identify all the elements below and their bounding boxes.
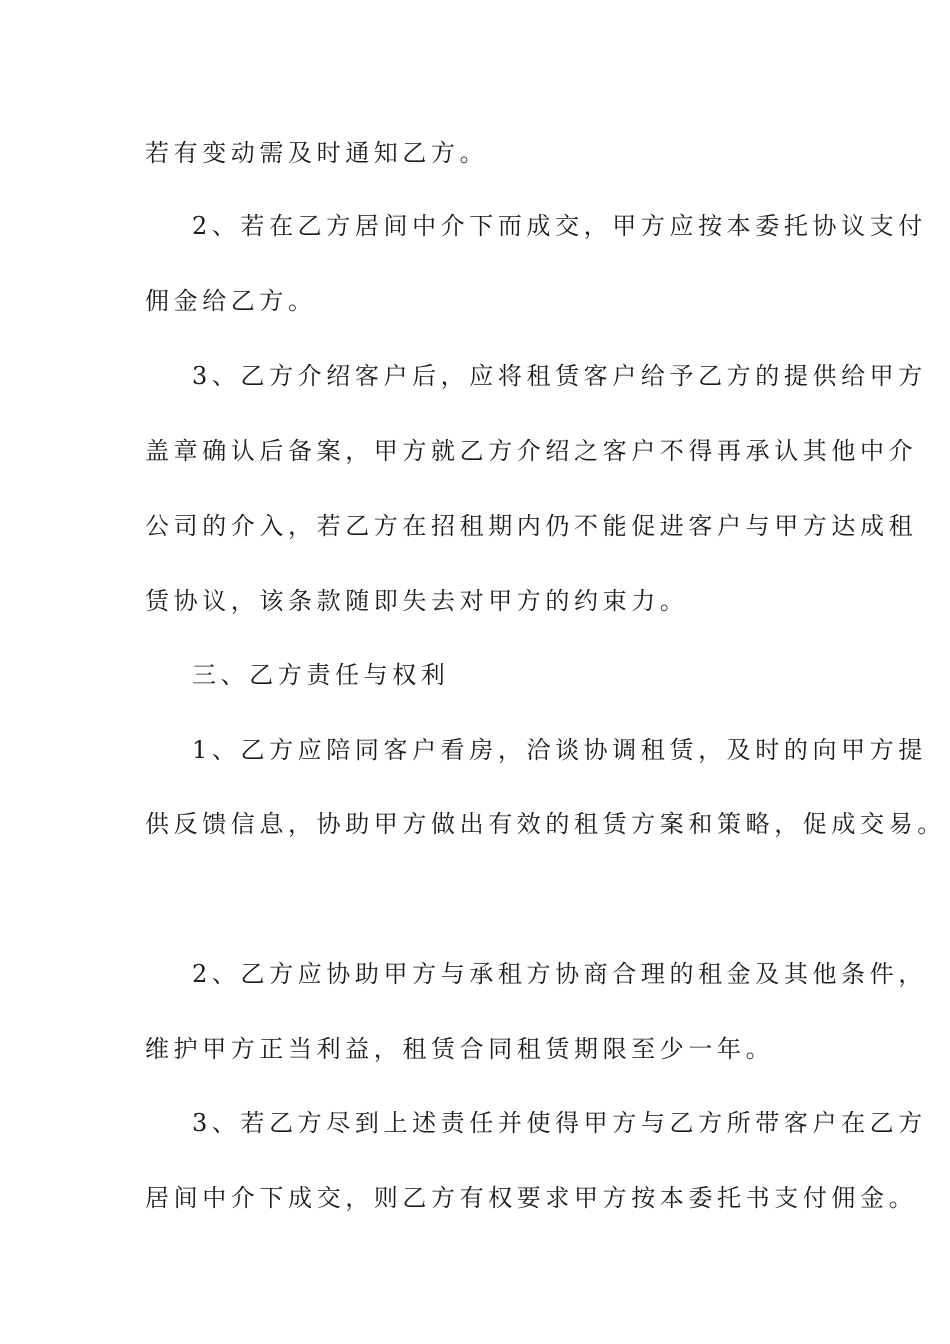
text-line: 公司的介入，若乙方在招租期内仍不能促进客户与甲方达成租	[145, 512, 918, 540]
text-line: 维护甲方正当利益，租赁合同租赁期限至少一年。	[145, 1035, 775, 1063]
text-line: 盖章确认后备案，甲方就乙方介绍之客户不得再承认其他中介	[145, 437, 918, 465]
clause-3-line: 3、乙方介绍客户后，应将租赁客户给予乙方的提供给甲方	[192, 362, 927, 390]
text-line: 佣金给乙方。	[145, 287, 317, 315]
clause-1-line: 1、乙方应陪同客户看房，洽谈协调租赁，及时的向甲方提	[192, 736, 927, 764]
section-heading: 三、乙方责任与权利	[192, 661, 450, 689]
text-line: 居间中介下成交，则乙方有权要求甲方按本委托书支付佣金。	[145, 1184, 918, 1212]
text-line: 赁协议，该条款随即失去对甲方的约束力。	[145, 587, 689, 615]
text-line: 若有变动需及时通知乙方。	[145, 139, 489, 167]
clause-3-line: 3、若乙方尽到上述责任并使得甲方与乙方所带客户在乙方	[192, 1109, 927, 1137]
clause-2-line: 2、乙方应协助甲方与承租方协商合理的租金及其他条件，	[192, 960, 927, 988]
clause-2-line: 2、若在乙方居间中介下而成交，甲方应按本委托协议支付	[192, 212, 927, 240]
text-line: 供反馈信息，协助甲方做出有效的租赁方案和策略，促成交易。	[145, 810, 946, 838]
